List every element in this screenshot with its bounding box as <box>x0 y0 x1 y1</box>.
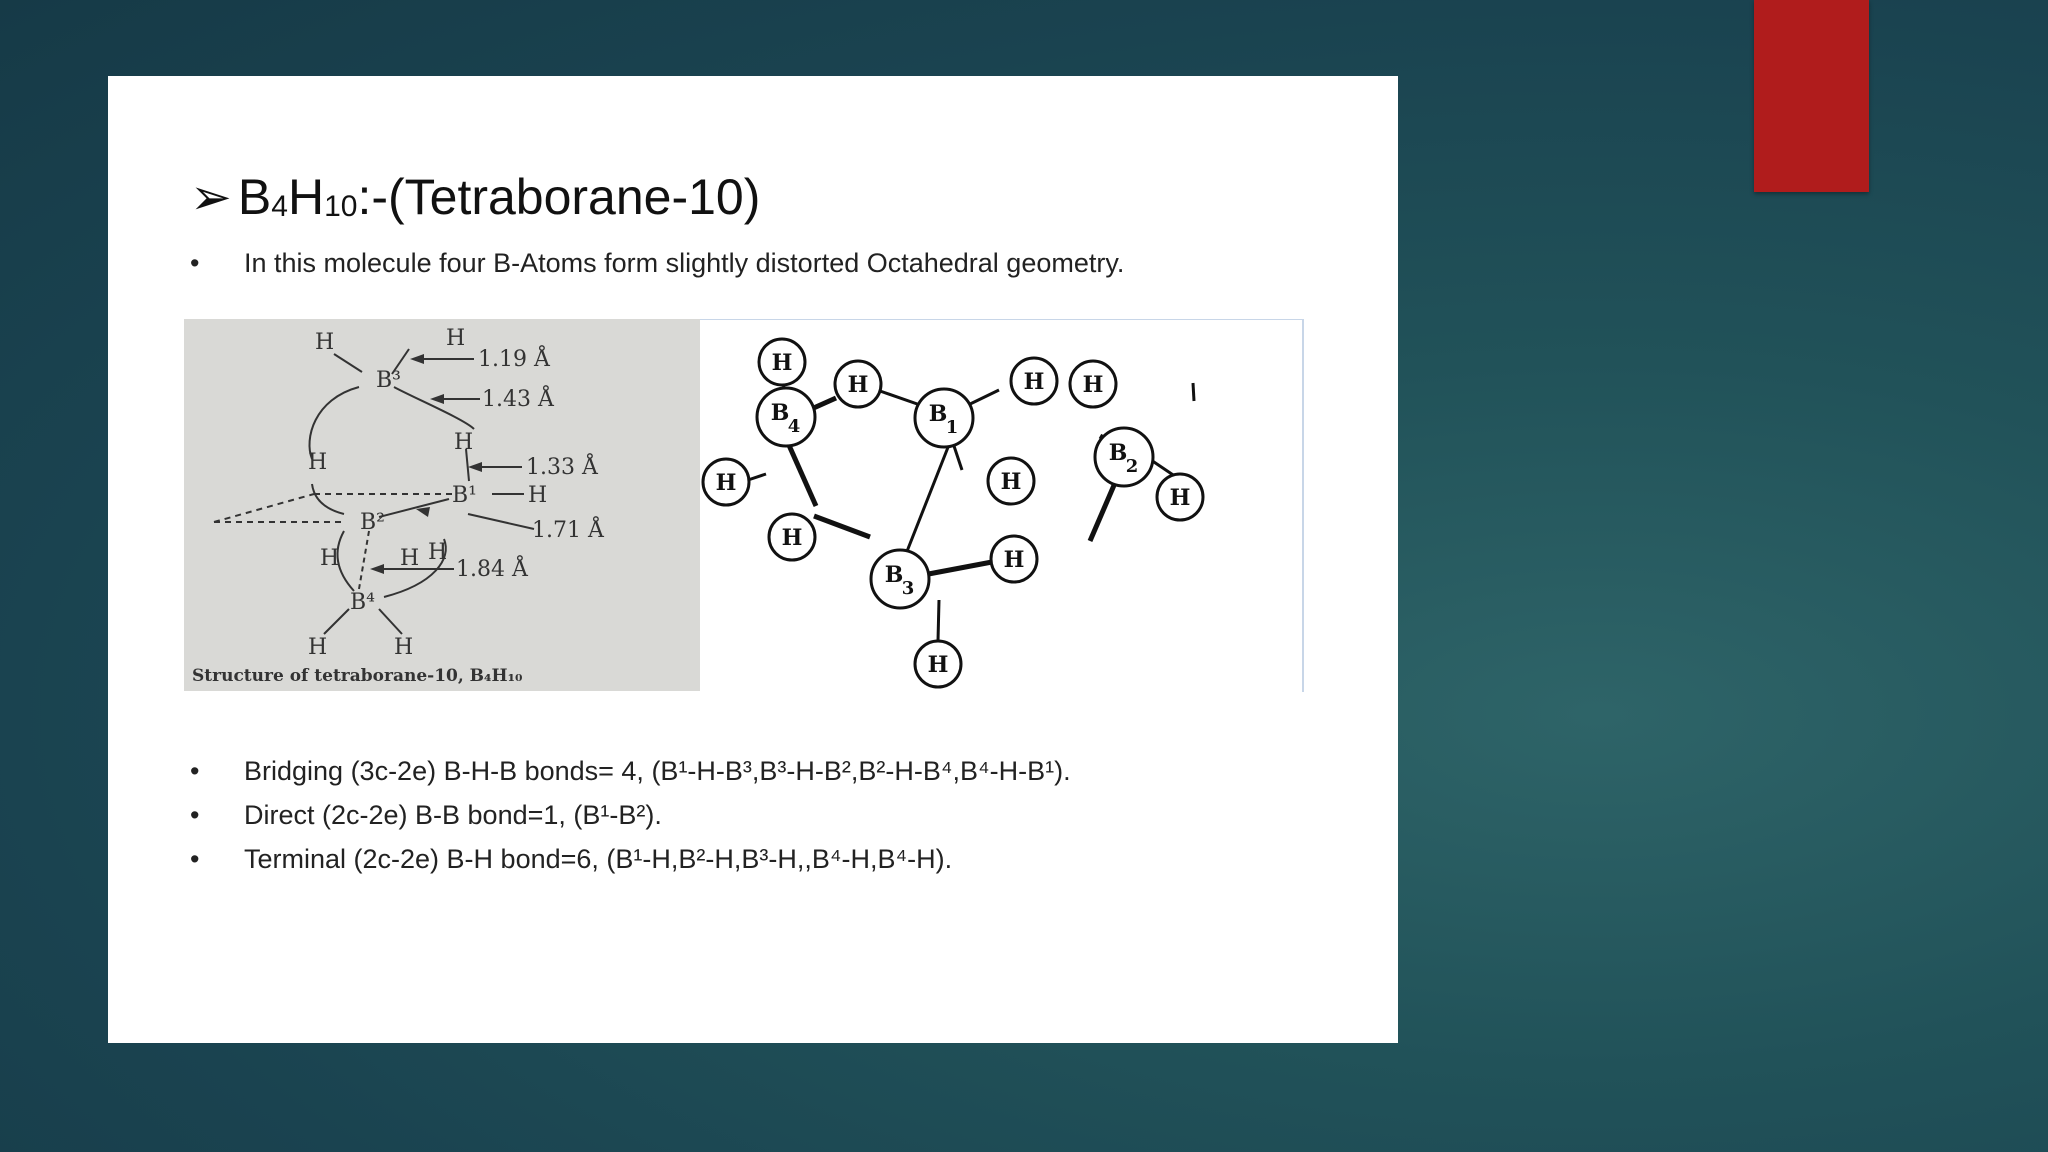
figure-caption: Structure of tetraborane-10, B₄H₁₀ <box>192 666 523 686</box>
distance-label: 1.33 Å <box>526 455 598 480</box>
svg-text:1: 1 <box>945 417 959 438</box>
atom-h-label: H <box>528 483 548 508</box>
distance-label: 1.84 Å <box>456 557 528 582</box>
bond-text: Bridging (3c-2e) B-H-B bonds= 4, (B¹-H-B³,B³-H-B²,B²-H-B⁴,B⁴-H-B¹). <box>244 756 1071 786</box>
figure-textbook-structure <box>184 319 700 691</box>
arrow-bullet-icon: ➢ <box>190 169 232 225</box>
atom-h-label: H <box>308 635 328 660</box>
distance-label: 1.43 Å <box>482 387 554 412</box>
bullet-dot: • <box>190 248 200 278</box>
atom-h-label: H <box>320 546 340 571</box>
bond-text: Terminal (2c-2e) B-H bond=6, (B¹-H,B²-H,B³-H,,B⁴-H,B⁴-H). <box>244 844 953 874</box>
svg-text:H: H <box>1169 485 1191 511</box>
atom-h-label: H <box>400 546 420 571</box>
distance-label: 1.71 Å <box>532 518 604 543</box>
bond-text: Direct (2c-2e) B-B bond=1, (B¹-B²). <box>244 800 662 830</box>
atom-b2-label: B <box>1108 440 1128 466</box>
atom-b4-label: B <box>770 400 790 426</box>
svg-text:H: H <box>927 652 949 678</box>
svg-text:H: H <box>1023 369 1045 395</box>
atom-h-label: H <box>446 326 466 351</box>
atom-b3-label: B <box>884 562 904 588</box>
svg-text:H: H <box>1082 372 1104 398</box>
svg-text:H: H <box>847 372 869 398</box>
svg-text:H: H <box>771 350 793 376</box>
svg-text:2: 2 <box>1125 456 1139 477</box>
slide <box>108 76 1398 1043</box>
textbook-structure-diagram <box>184 319 700 691</box>
atom-h-label: H <box>428 540 448 565</box>
bullet-dot: • <box>190 756 200 786</box>
atom-h-label: H <box>308 450 328 475</box>
svg-text:H: H <box>715 470 737 496</box>
accent-bar <box>1754 0 1869 192</box>
atom-h-label: H <box>394 635 414 660</box>
intro-text: In this molecule four B-Atoms form slightly distorted Octahedral geometry. <box>244 248 1125 278</box>
svg-text:H: H <box>1003 547 1025 573</box>
figure-ball-structure <box>700 319 1304 692</box>
atom-b1-label: B <box>928 401 948 427</box>
distance-label: 1.19 Å <box>478 347 550 372</box>
atom-h-label: H <box>454 430 474 455</box>
svg-text:3: 3 <box>901 578 915 599</box>
ball-structure-diagram <box>700 320 1302 692</box>
svg-text:H: H <box>781 525 803 551</box>
atom-b3-label: B³ <box>376 368 401 393</box>
atom-b1-label: B¹ <box>452 483 477 508</box>
atom-h-label: H <box>315 330 335 355</box>
bullet-dot: • <box>190 844 200 874</box>
svg-text:H: H <box>1000 469 1022 495</box>
atom-b2-label: B² <box>360 510 385 535</box>
bullet-dot: • <box>190 800 200 830</box>
svg-text:4: 4 <box>787 416 801 437</box>
atom-b4-label: B⁴ <box>350 590 375 615</box>
slide-title: ➢ $B_4H_{10}:-(Tetraborane-10)$ <box>190 169 761 225</box>
